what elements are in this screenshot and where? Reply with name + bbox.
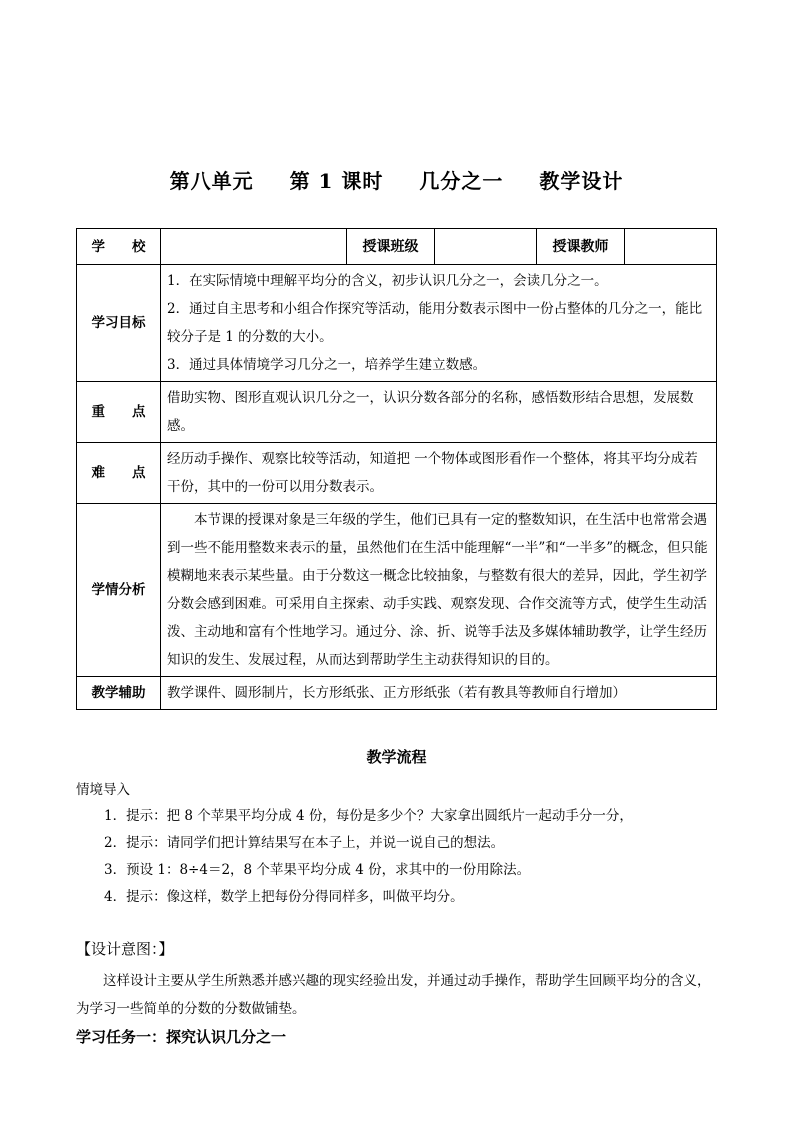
aids-row [77,677,717,710]
difficulty-label: 难 点 [77,443,161,504]
design-intent-title: 【设计意图：】 [76,940,174,958]
aids-label: 教学辅助 [77,677,161,710]
process-intro: 情境导入 [76,782,130,798]
teacher-label: 授课教师 [537,229,625,265]
key-point-row [77,382,717,443]
class-value [435,229,537,265]
learning-task-title: 学习任务一：探究认识几分之一 [76,1028,287,1046]
process-step: 2．提示：请同学们把计算结果写在本子上，并说一说自己的想法。 [104,835,505,851]
lesson-info-table [76,228,717,710]
teacher-value [625,229,717,265]
objectives-row [77,265,717,382]
difficulty-content: 经历动手操作、观察比较等活动，知道把 一个物体或图形看作一个整体，将其平均分成若干份，其中的一份可以用分数表示。 [161,443,717,504]
objective-item: 1．在实际情境中理解平均分的含义，初步认识几分之一，会读几分之一。 [167,273,608,289]
design-intent-text: 这样设计主要从学生所熟悉并感兴趣的现实经验出发，并通过动手操作，帮助学生回顾平均分的含义，为学习一些简单的分数的分数做铺垫。 [76,973,711,1017]
process-step: 4．提示：像这样，数学上把每份分得同样多，叫做平均分。 [104,889,464,905]
aids-content: 教学课件、圆形制片，长方形纸张、正方形纸张（若有教具等教师自行增加） [161,677,717,710]
school-value [161,229,347,265]
class-label: 授课班级 [347,229,435,265]
title-doc-type: 教学设计 [539,169,624,193]
process-step: 3．预设 1：8÷4＝2，8 个苹果平均分成 4 份，求其中的一份用除法。 [104,862,531,878]
process-step: 1．提示：把 8 个苹果平均分成 4 份，每份是多少个？大家拿出圆纸片一起动手分一分， [104,808,633,824]
objective-item: 2．通过自主思考和小组合作探究等活动，能用分数表示图中一份占整体的几分之一，能比较分子是 1 的分数的大小。 [167,301,703,345]
process-steps [104,803,724,911]
objectives-content [161,265,717,382]
document-title [0,165,793,194]
key-point-content: 借助实物、图形直观认识几分之一，认识分数各部分的名称，感悟数形结合思想，发展数感。 [161,382,717,443]
process-title: 教学流程 [366,748,427,766]
title-topic: 几分之一 [419,169,504,193]
key-point-label: 重 点 [77,382,161,443]
header-row [77,229,717,265]
difficulty-row [77,443,717,504]
analysis-label: 学情分析 [77,504,161,677]
objective-item: 3．通过具体情境学习几分之一，培养学生建立数感。 [167,357,487,373]
title-lesson: 第 1 课时 [289,169,384,193]
objectives-label: 学习目标 [77,265,161,382]
school-label: 学 校 [77,229,161,265]
analysis-content: 本节课的授课对象是三年级的学生，他们已具有一定的整数知识，在生活中也常常会遇到一些不能用整数来表示的量，虽然他们在生活中能理解“一半”和“一半多”的概念，但只能模糊地来表示某些量。由于分数这一概念比较抽象，与整数有很大的差异，因此，学生初学分数会感到困难。可采用自主探索、动手实践、观察发现、合作交流等方式，使学生生动活泼、主动地和富有个性地学习。通过分、涂、折、说等手法及多媒体辅助教学，让学生经历知识的发生、发展过程，从而达到帮助学生主动获得知识的目的。 [161,504,717,677]
title-unit: 第八单元 [169,169,254,193]
analysis-row [77,504,717,677]
